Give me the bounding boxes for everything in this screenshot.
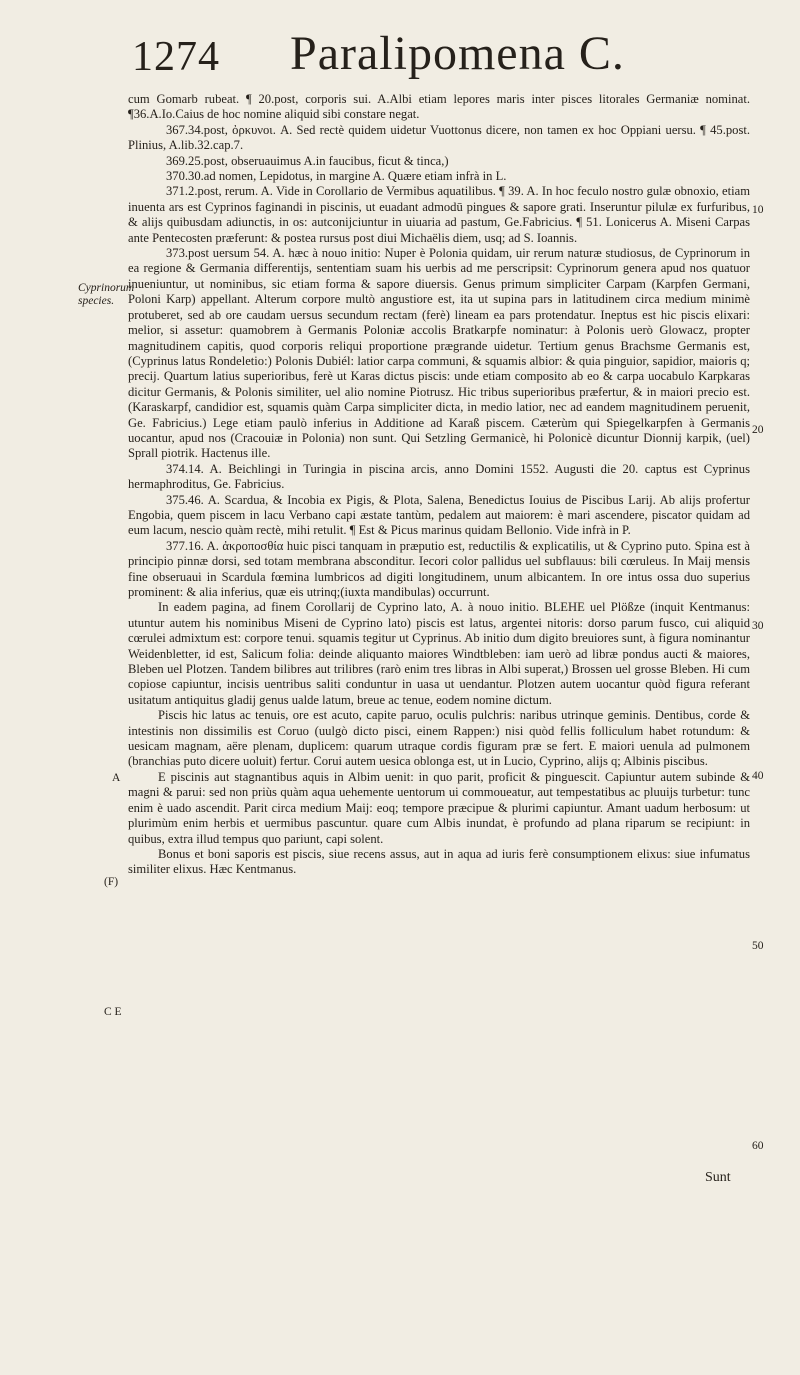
paragraph-369: 369.25.post, obseruauimus A.in faucibus, ficut & tinca,) — [166, 153, 449, 168]
paragraph-377: 377.16. A. ἀκροποσθία huic pisci tanquam in præputio est, reductilis & explicatilis, ut & Cyprino puto. Spina est à principio pinnæ dorsi, sed totam membrana absconditur. Iecori color pallidus uel subflauus: bili cœruleus. In Maij mensis fine obseruaui in Scardula fœmina lumbricos ad digiti longitudinem, unum albicantem. In ore intus ossa duo superius prominent: & alia inferius, quæ eis utrinq;(iuxta mandibulas) occurrunt. — [128, 538, 750, 599]
body-text — [128, 92, 750, 878]
paragraph-367: 367.34.post, ὀρκυνοι. A. Sed rectè quidem uidetur Vuottonus dicere, non tamen ex hoc Oppiani uersu. ¶ 45.post. Plinius, A.lib.32.cap.7. — [128, 122, 750, 153]
line-number-30: 30 — [752, 620, 764, 632]
paragraph-0: cum Gomarb rubeat. ¶ 20.post, corporis sui. A.Albi etiam lepores maris inter pisces litorales Germaniæ nominat. ¶36.A.Io.Caius de hoc nomine aliquid sibi constare negat. — [128, 92, 750, 122]
running-title: Paralipomena C. — [290, 27, 625, 80]
paragraph-375: 375.46. A. Scardua, & Incobia ex Pigis, & Plota, Salena, Benedictus Iouius de Piscibus Larij. Ab alijs profertur Engobia, quem piscem in lacu Verbano capi æstate tantùm, pedalem aut maiorem: è mari ascendere, piscator quidam ad eum lacum, nescio quàm rectè, mihi retulit. ¶ Est & Picus marinus quidam Bellonio. Vide infrà in P. — [128, 492, 750, 538]
paragraph-374: 374.14. A. Beichlingi in Turingia in piscina arcis, anno Domini 1552. Augusti die 20. captus est Cyprinus hermaphroditus, Ge. Fabricius. — [128, 461, 750, 492]
paragraph-taste: Bonus et boni saporis est piscis, siue recens assus, aut in aqua ad iuris ferè consumptionem elixus: siue infumatus similiter elixus. Hæc Kentmanus. — [128, 846, 750, 877]
margin-letters-ce: C E — [104, 1006, 122, 1018]
paragraph-370: 370.30.ad nomen, Lepidotus, in margine A. Quære etiam infrà in L. — [166, 169, 507, 184]
margin-letter-f: (F) — [104, 876, 119, 888]
page-number: 1274 — [132, 34, 220, 80]
line-number-60: 60 — [752, 1140, 764, 1152]
line-number-50: 50 — [752, 940, 764, 952]
paragraph-blehe: In eadem pagina, ad finem Corollarij de Cyprino lato, A. à nouo initio. BLEHE uel Plößze (inquit Kentmanus: utuntur autem his nominibus Miseni de Cyprino lato) piscis est latus, argentei nitoris: dorso parum fusco, cui aliquid cœrulei admixtum est: corpore tenui. squamis tegitur ut Cyprinus. Ab initio dum digito breuiores sunt, à figura nominantur Weidenbletter, id est, Salicum folia: deinde aliquanto maiores Windtbleben: iam uerò ad libræ pondus aucti & maiores, Bleben uel Plotzen. Tandem bilibres aut trilibres (rarò enim tres libras in Albi superat,) Brossen uel grosse Bleben. Hi cum copiose capiuntur, incisis uentribus saliti conduntur in uasa ut uendantur. Plotzen autem uocantur quòd figura referant usitatum antiquitus gladij genus ualde latum, breue ac tenue, eodem nomine dictum. — [128, 600, 750, 707]
paragraph-371: 371.2.post, rerum. A. Vide in Corollario de Vermibus aquatilibus. ¶ 39. A. In hoc feculo nostro gulæ obnoxio, etiam inuenta ars est Cyprinos faginandi in piscinis, ut euadant admodū pingues & sapore grati. Inseruntur pilulæ ex furfuribus, & alijs quibusdam adiunctis, in os: autconijciuntur in uiuaria ad pastum, Ge.Fabricius. ¶ 51. Lonicerus A. Miseni Carpas ante Pentecosten præferunt: & postea rursus post diui Michaëlis diem, usq; ad S. Ioannis. — [128, 184, 750, 245]
margin-note-cyprinorum: Cyprinorum species. — [78, 282, 135, 307]
paragraph-373: 373.post uersum 54. A. hæc à nouo initio: Nuper è Polonia quidam, uir rerum naturæ studiosus, de Cyprinorum in ea regione & Germania differentijs, sententiam suam his uerbis ad me perscripsit: Cyprinorum genera apud nos quatuor inueniuntur, ut nominibus, sic etiam forma & sapore diuersis. Genus primum simpliciter Carpam (Karpfen Germani, Poloni Karp) appellant. Alterum corpore multò angustiore est, ita ut supina pars in latitudinem circa medium minimè protuberet, sed ab ore caudam uersus secundum rectam (ferè) lineam ea pars protendatur. Ineptus est hic piscis elixari: melior, si assetur: quamobrem à Germanis Poloniæ accolis Bratkarpfe nominatur: à Polonis uerò Glowacz, propter magnitudinem capitis, quod corporis reliqui proportione prægrande uidetur. Tertium genus Brachsme Germanis est, (Cyprinus latus Rondeletio:) Polonis Dubiél: latior carpa communi, & squamis albior: & quia pinguior, sapidior, maioris q; precij. Quartum latius superioribus, ferè ut Karas dictus piscis: unde etiam composito ab eo & carpa uocabulo Karpkaras dicitur Germanis, & Polonis similiter, uel alio nomine Piotrusz. Hic tribus superioribus præfertur, & in maiori precio est. (Karaskarpf, candidior est, squamis quàm Carpa simpliciter dicta, in medio latior, nec ad eandem magnitudinem peruenit, Ge. Fabricius.) Lege etiam paulò inferius in Additione ad Karaß piscem. Cæterùm qui Spiegelkarpfen à Germanis uocantur, apud nos (Cracouiæ in Polonia) non sunt. Qui Setzling Germanicè, hi Polonicè dicuntur Dionnij karpik, (uel) Sprall piotrik. Hactenus ille. — [128, 246, 750, 461]
catchword: Sunt — [705, 1170, 731, 1185]
paragraph-anatomy: Piscis hic latus ac tenuis, ore est acuto, capite paruo, oculis pulchris: naribus utrinque geminis. Dentibus, corde & intestinis non dissimilis est Coruo (uulgò dicto pisci, einem Rappen:) nisi quòd fellis folliculum habet rotundum: & uesicam magnam, aëre plenam, duplicem: quarum utraque cordis figuram præ se fert. E maiori uenula ad pulmonem (branchias puto dicere uoluit) fertur. Corui autem uesica oblonga est, ut in Lucio, Cyprino, alijs q; Albinis piscibus. — [128, 708, 750, 769]
margin-letter-a: A — [112, 772, 121, 784]
line-number-10: 10 — [752, 204, 764, 216]
line-number-20: 20 — [752, 424, 764, 436]
line-number-40: 40 — [752, 770, 764, 782]
paragraph-habitat: E piscinis aut stagnantibus aquis in Albim uenit: in quo parit, proficit & pinguescit. Capiuntur autem subinde & magni & parui: sed non priùs quàm aqua uehemente uentorum ui commoueatur, aut tempestatibus ac pluuijs turbetur: tunc enim è uado ascendit. Parit circa medium Maij: eoq; tempore præcipue & plurimi capiuntur. Amant uadum herbosum: ut plurimùm enim herbis et uermibus pascuntur. quare cum Albis inundat, è profundo ad plana riparum se recipiunt: in quibus, extra illud tempus quo pariunt, capi solent. — [128, 769, 750, 846]
